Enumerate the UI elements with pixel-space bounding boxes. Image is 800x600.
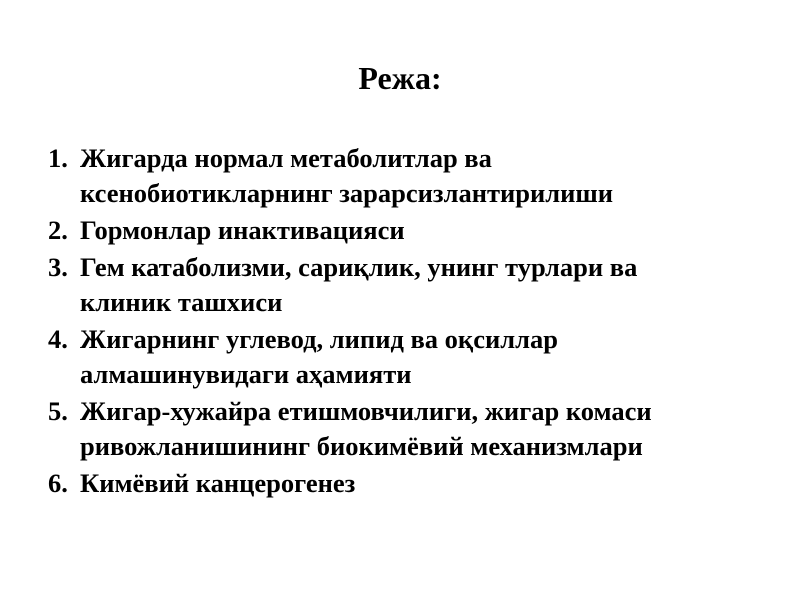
agenda-item-text (80, 322, 764, 392)
agenda-item-text (80, 141, 764, 211)
slide-title: Режа: (358, 60, 442, 96)
agenda-item-6 (48, 466, 764, 501)
agenda-list (48, 141, 764, 503)
agenda-item-line: клиник ташхиси (80, 287, 283, 317)
agenda-item-number: 2. (48, 215, 68, 245)
agenda-item-number: 5. (48, 396, 68, 426)
agenda-item-1 (48, 141, 764, 211)
agenda-item-text (80, 213, 764, 248)
agenda-item-5 (48, 394, 764, 464)
agenda-item-number: 1. (48, 143, 68, 173)
agenda-item-number: 6. (48, 468, 68, 498)
agenda-item-line: ривожланишининг биокимёвий механизмлари (80, 431, 643, 461)
agenda-item-line: ксенобиотикларнинг зарарсизлантирилиши (80, 178, 614, 208)
agenda-item-line: Жигарда нормал метаболитлар ва (80, 143, 492, 173)
agenda-item-line: Гем катаболизми, сариқлик, унинг турлари ва (80, 252, 638, 282)
agenda-item-line: Гормонлар инактивацияси (80, 215, 405, 245)
agenda-item-text (80, 466, 764, 501)
agenda-item-2 (48, 213, 764, 248)
agenda-item-text (80, 394, 764, 464)
agenda-item-line: Жигарнинг углевод, липид ва оқсиллар (80, 324, 558, 354)
agenda-item-number: 3. (48, 252, 68, 282)
agenda-item-line: Жигар-хужайра етишмовчилиги, жигар комаси (80, 396, 652, 426)
agenda-item-4 (48, 322, 764, 392)
agenda-item-3 (48, 250, 764, 320)
agenda-item-line: алмашинувидаги аҳамияти (80, 359, 412, 389)
agenda-item-text (80, 250, 764, 320)
agenda-item-line: Кимёвий канцерогенез (80, 468, 356, 498)
agenda-item-number: 4. (48, 324, 68, 354)
